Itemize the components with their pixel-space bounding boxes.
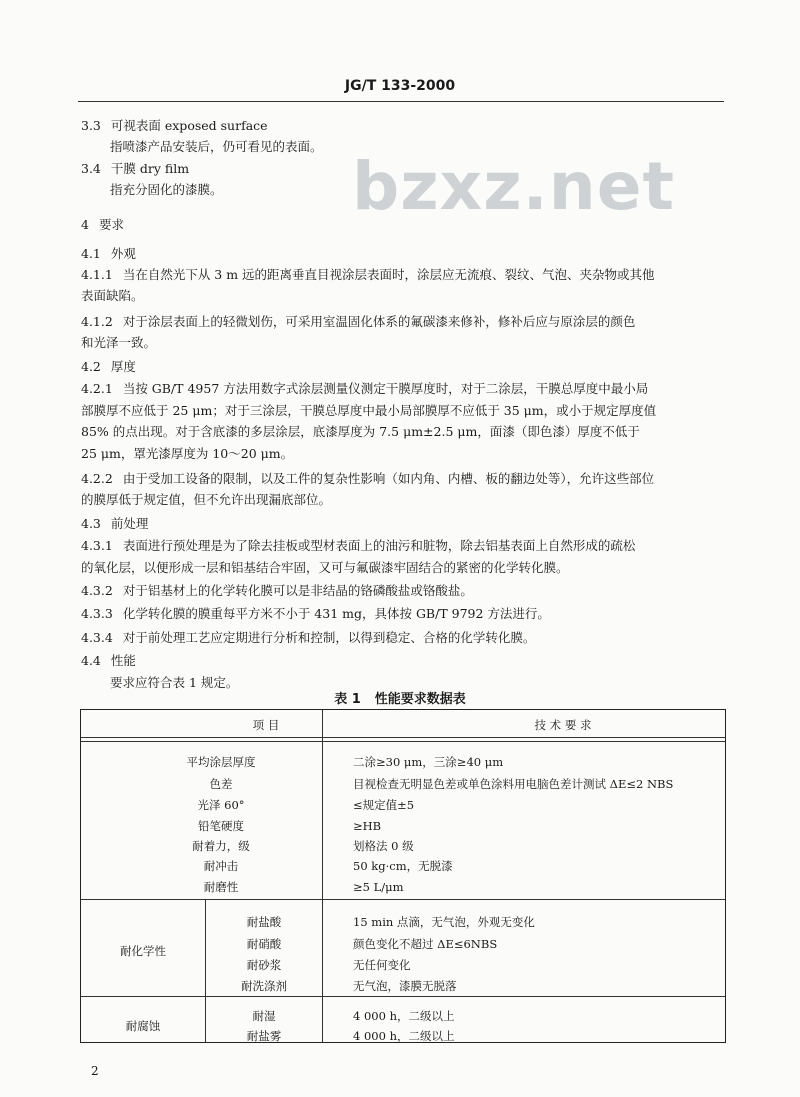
- table-subitem: 耐盐雾: [246, 1029, 282, 1043]
- body-line: [81, 582, 473, 600]
- clause-text: 由于受加工设备的限制，以及工件的复杂性影响（如内角、内槽、板的翻边处等），允许这些部位: [122, 471, 655, 486]
- body-line: [81, 380, 648, 398]
- group-divider-chem: [81, 899, 725, 900]
- group-divider-corrosion: [81, 996, 725, 997]
- clause-text: 对于铝基材上的化学转化膜可以是非结晶的铬磷酸盐或铬酸盐。: [122, 583, 473, 598]
- clause-number: 4.1.2: [81, 314, 113, 329]
- clause-text: 指充分固化的漆膜。: [110, 182, 223, 197]
- body-line: [81, 629, 535, 647]
- clause-text: 厚度: [110, 359, 136, 374]
- table-requirement: 二涂≥30 μm，三涂≥40 μm: [353, 755, 504, 769]
- clause-number: 4.3.2: [81, 583, 113, 598]
- clause-text: 对于涂层表面上的轻微划伤，可采用室温固化体系的氟碳漆来修补，修补后应与原涂层的颜色: [122, 314, 636, 329]
- body-line: [81, 358, 136, 376]
- clause-text: 化学转化膜的膜重每平方米不小于 431 mg，具体按 GB/T 9792 方法进行。: [122, 606, 550, 621]
- body-line: [81, 160, 189, 178]
- table-requirement: ≥HB: [353, 819, 382, 833]
- page-number: 2: [91, 1064, 99, 1078]
- table-requirement: 目视检查无明显色差或单色涂料用电脑色差计测试 ΔE≤2 NBS: [353, 777, 674, 791]
- clause-number: 3.4: [81, 161, 101, 176]
- body-line: [110, 138, 323, 156]
- watermark: bzxz.net: [352, 148, 676, 225]
- body-line: [81, 287, 144, 305]
- clause-text: 要求: [98, 217, 124, 232]
- body-line: [81, 402, 656, 420]
- clause-text: 的氧化层，以便形成一层和铝基结合牢固，又可与氟碳漆牢固结合的紧密的化学转化膜。: [81, 560, 569, 575]
- clause-text: 85% 的点出现。对于含底漆的多层涂层，底漆厚度为 7.5 μm±2.5 μm，面漆（即色漆）厚度不低于: [81, 424, 640, 439]
- clause-text: 表面进行预处理是为了除去挂板或型材表面上的油污和脏物，除去铝基表面上自然形成的疏松: [122, 538, 636, 553]
- table-item: 耐冲击: [203, 859, 239, 873]
- table-header-requirement: 技 术 要 求: [534, 718, 592, 732]
- table-title: 性能要求数据表: [374, 692, 466, 707]
- table-subitem: 耐湿: [252, 1009, 276, 1023]
- table-subitem: 耐硝酸: [246, 937, 282, 951]
- table-requirement: 颜色变化不超过 ΔE≤6NBS: [353, 937, 498, 951]
- body-line: [81, 313, 635, 331]
- table-requirement: 无气泡，漆膜无脱落: [353, 979, 457, 993]
- body-line: [110, 181, 223, 199]
- clause-number: 4: [81, 217, 89, 232]
- table-requirement: 无任何变化: [353, 958, 411, 972]
- table-item: 平均涂层厚度: [186, 755, 256, 769]
- body-line: [81, 515, 148, 533]
- table-label: 表 1: [334, 692, 361, 707]
- clause-text: 对于前处理工艺应定期进行分析和控制，以得到稳定、合格的化学转化膜。: [122, 630, 536, 645]
- body-line: [81, 266, 655, 284]
- clause-text: 25 μm，罩光漆厚度为 10～20 μm。: [81, 446, 294, 461]
- table-item: 耐着力，级: [192, 839, 250, 853]
- table-header-item: 项 目: [252, 718, 280, 732]
- clause-text: 当按 GB/T 4957 方法用数字式涂层测量仪测定干膜厚度时，对于二涂层，干膜总厚度中最小局: [122, 381, 649, 396]
- clause-text: 部膜厚不应低于 25 μm；对于三涂层，干膜总厚度中最小局部膜厚不应低于 35 μm，或小于规定厚度值: [81, 403, 657, 418]
- clause-number: 4.4: [81, 653, 101, 668]
- clause-text: 当在自然光下从 3 m 远的距离垂直目视涂层表面时，涂层应无流痕、裂纹、气泡、夹杂物或其他: [122, 267, 655, 282]
- clause-number: 4.2.2: [81, 471, 113, 486]
- table-requirement: 50 kg·cm，无脱漆: [353, 859, 453, 873]
- table-requirement: 划格法 0 级: [353, 839, 414, 853]
- clause-number: 4.3.4: [81, 630, 113, 645]
- body-line: [81, 423, 640, 441]
- table-item: 色差: [209, 777, 233, 791]
- clause-number: 4.2.1: [81, 381, 113, 396]
- header-rule: [78, 101, 724, 102]
- body-line: [81, 470, 654, 488]
- body-line: [81, 491, 331, 509]
- table-requirement: ≥5 L/μm: [353, 880, 404, 894]
- table-item: 耐磨性: [203, 880, 239, 894]
- clause-number: 4.3.3: [81, 606, 113, 621]
- page-header-standard-number: JG/T 133-2000: [344, 78, 456, 94]
- header-divider-double: [81, 741, 725, 742]
- clause-number: 4.3.1: [81, 538, 113, 553]
- table-subitem: 耐砂浆: [246, 958, 282, 972]
- clause-text: 和光泽一致。: [81, 335, 157, 350]
- group-label-chemical: 耐化学性: [120, 944, 166, 958]
- clause-text: 前处理: [110, 516, 149, 531]
- table-requirement: 4 000 h，二级以上: [353, 1009, 455, 1023]
- clause-number: 4.1: [81, 246, 101, 261]
- body-line: [81, 245, 136, 263]
- table-item: 光泽 60°: [197, 798, 245, 812]
- clause-number: 3.3: [81, 118, 101, 133]
- clause-text: 性能: [110, 653, 136, 668]
- table-requirement: 4 000 h，二级以上: [353, 1029, 455, 1043]
- body-line: [81, 537, 635, 555]
- table-item: 铅笔硬度: [198, 819, 244, 833]
- body-line: [81, 445, 293, 463]
- table-requirement: ≤规定值±5: [353, 798, 415, 812]
- clause-text: 外观: [110, 246, 136, 261]
- clause-text: 指喷漆产品安装后，仍可看见的表面。: [110, 139, 323, 154]
- table-subitem: 耐洗涤剂: [241, 979, 287, 993]
- performance-table: [80, 709, 726, 1043]
- body-line: [81, 652, 136, 670]
- clause-text: 的膜厚低于规定值，但不允许出现漏底部位。: [81, 492, 332, 507]
- body-line: [81, 334, 156, 352]
- clause-text: 干膜 dry film: [110, 161, 190, 176]
- column-divider: [322, 710, 323, 1042]
- clause-number: 4.3: [81, 516, 101, 531]
- table-subitem: 耐盐酸: [246, 915, 282, 929]
- clause-number: 4.1.1: [81, 267, 113, 282]
- body-line: [81, 117, 268, 135]
- header-divider: [81, 737, 725, 738]
- body-line: [81, 216, 124, 234]
- body-line: [81, 605, 550, 623]
- clause-text: 可视表面 exposed surface: [110, 118, 268, 133]
- table-requirement: 15 min 点滴，无气泡，外观无变化: [353, 915, 535, 929]
- clause-number: 4.2: [81, 359, 101, 374]
- group-label-corrosion: 耐腐蚀: [125, 1019, 161, 1033]
- clause-text: 要求应符合表 1 规定。: [110, 675, 239, 690]
- body-line: [81, 559, 569, 577]
- clause-text: 表面缺陷。: [81, 288, 144, 303]
- table-caption: [0, 688, 800, 707]
